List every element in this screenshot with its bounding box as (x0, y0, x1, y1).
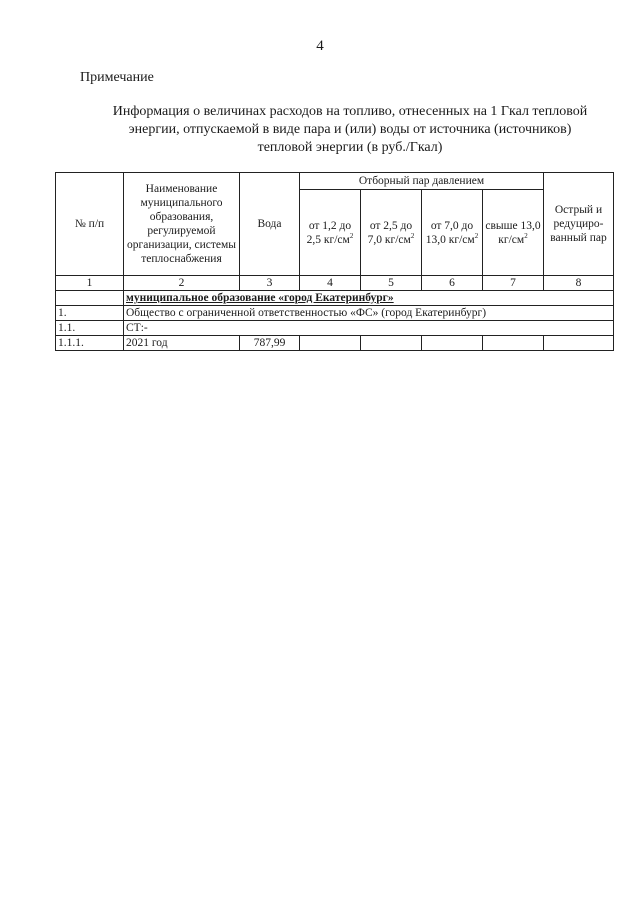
empty-cell (300, 336, 361, 351)
column-index: 6 (422, 276, 483, 291)
period-label: 2021 год (124, 336, 240, 351)
header-name: Наименование муниципального образования, регулируемой организации, системы теплоснабжения (124, 173, 240, 276)
water-value: 787,99 (240, 336, 300, 351)
column-index: 2 (124, 276, 240, 291)
header-pressure-2: от 2,5 до 7,0 $кг/см^2$ (361, 190, 422, 276)
empty-cell (422, 336, 483, 351)
heading-line-3: тепловой энергии (в руб./Гкал) (257, 140, 443, 155)
page-number: 4 (316, 38, 324, 54)
header-pressure-1: от 1,2 до 2,5 $кг/см^2$ (300, 190, 361, 276)
fuel-cost-table (55, 172, 614, 351)
column-index: 1 (56, 276, 124, 291)
empty-cell (56, 291, 124, 306)
row-number: 1.1.1. (56, 336, 124, 351)
header-num: № п/п (56, 173, 124, 276)
heading-line-2: энергии, отпускаемой в виде пара и (или) воды от источника (источников) (128, 122, 572, 137)
heading-line-1: Информация о величинах расходов на топливо, отнесенных на 1 Гкал тепловой (112, 104, 588, 119)
table-heading (80, 103, 620, 157)
header-steam-group: Отборный пар давлением (300, 173, 544, 190)
empty-cell (361, 336, 422, 351)
table-row-municipality (56, 291, 614, 306)
table-row-system (56, 321, 614, 336)
organization-name: Общество с ограниченной ответственностью «ФС» (город Екатеринбург) (124, 306, 614, 321)
column-index: 4 (300, 276, 361, 291)
column-index: 7 (483, 276, 544, 291)
header-water: Вода (240, 173, 300, 276)
header-row-1 (56, 173, 614, 190)
table-row-organization (56, 306, 614, 321)
header-pressure-3: от 7,0 до 13,0 $кг/см^2$ (422, 190, 483, 276)
column-index: 3 (240, 276, 300, 291)
empty-cell (544, 336, 614, 351)
column-index: 8 (544, 276, 614, 291)
table-row-year (56, 336, 614, 351)
column-index-row (56, 276, 614, 291)
municipality-name: муниципальное образование «город Екатеринбург» (124, 291, 614, 306)
empty-cell (483, 336, 544, 351)
header-acute-steam: Острый и редуциро-ванный пар (544, 173, 614, 276)
column-index: 5 (361, 276, 422, 291)
note-label: Примечание (80, 70, 154, 85)
system-name: СТ:- (124, 321, 614, 336)
row-number: 1.1. (56, 321, 124, 336)
header-pressure-4: свыше 13,0 $кг/см^2$ (483, 190, 544, 276)
row-number: 1. (56, 306, 124, 321)
